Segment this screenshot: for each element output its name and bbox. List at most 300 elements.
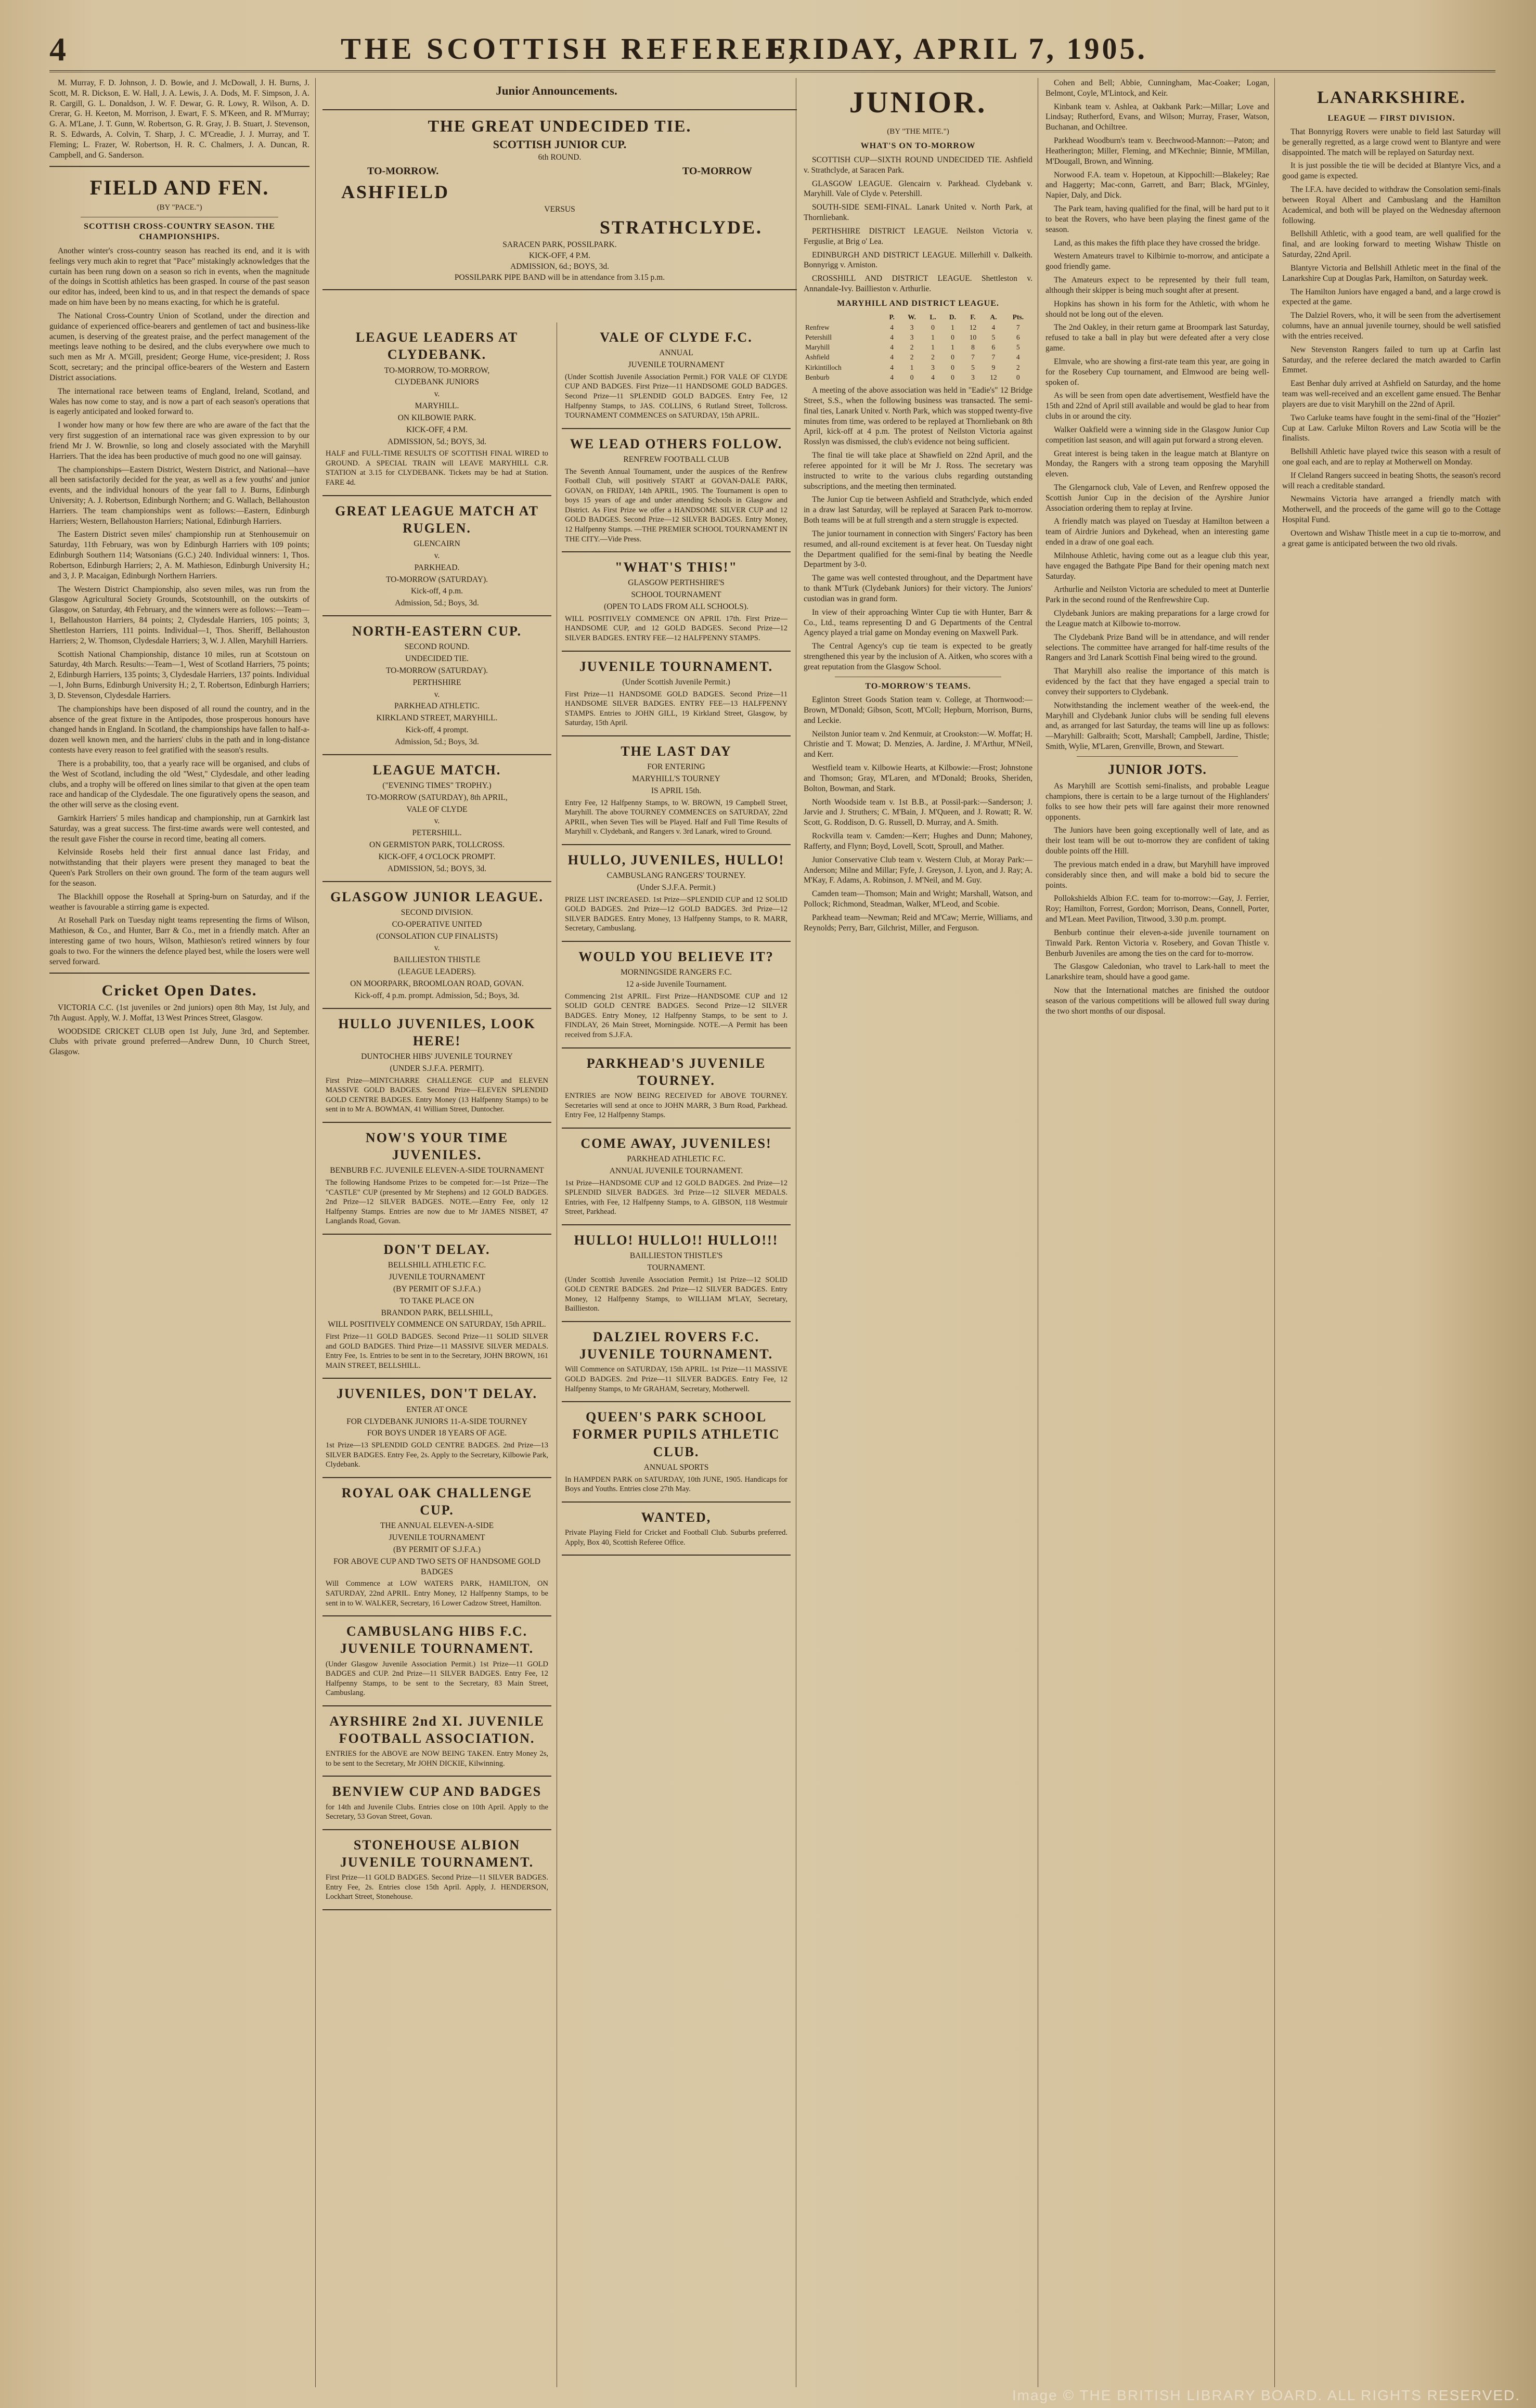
advert-line: FOR BOYS UNDER 18 YEARS OF AGE. [367,1429,507,1438]
advert-line: ENTER AT ONCE [406,1405,468,1414]
article-paragraph: Milnhouse Athletic, having come out as a league club this year, have engaged the Bathgate Pipe Band for their opening match next Saturday. [1045,551,1269,581]
newspaper-title: THE SCOTTISH REFEREE, [341,32,801,66]
article-paragraph: The National Cross-Country Union of Scotland, under the direction and guidance of experienced office-bearers and gentlemen of tact and business-like acumen, is deserving of the greatest praise, and the perfect management of the meetings leave nothing to be desired, and the clubs everywhere owe much to such men as Mr A. M'Gill, president; George Hume, vice-president; J. Ross Scott, secretary; and the principal office-bearers of the Western and Eastern District associations. [49,311,309,382]
article-paragraph: Parkhead Woodburn's team v. Beechwood-Mannon:—Paton; and Heatherington; Miller, Fleming, and M'Kechnie; Binnie, M'Millan, M'Dougall, Brown, and Winning. [1045,136,1269,166]
junior-jots-heading: JUNIOR JOTS. [1108,761,1207,777]
league-table-header-cell: F. [970,313,976,321]
field-and-fen-byline: (BY "PACE.") [157,203,202,212]
article-paragraph: There is a probability, too, that a yearly race will be organised, and clubs of the West of Scotland, including the old "West," Clydesdale, and other leading clubs, and a trophy will be offered on lines similar to that given at the open team race and handicap of the Clydesdale. The one figuratively opens the season, and the other will serve as the closing event. [49,759,309,810]
advert-text: Will Commence at LOW WATERS PARK, HAMILTON, ON SATURDAY, 22nd APRIL. Entry Money, 12 Halfpenny Stamps, to be sent in to W. WALKER, Secretary, 16 Lower Cadzow Street, Hamilton. [326,1580,548,1608]
advert-line: (BY PERMIT OF S.J.F.A.) [393,1545,481,1554]
table-row [804,322,1032,332]
article-paragraph: In view of their approaching Winter Cup tie with Hunter, Barr & Co., Ltd., teams representing D and G Departments of the Central Agency played a trial game on Monday evening on Maxwell Park. [804,607,1032,638]
article-paragraph: That Maryhill also realise the importance of this match is evidenced by the fact that they have engaged a special train to convey their supporters to Clydebank. [1045,667,1269,696]
table-cell: 8 [971,343,975,352]
advert-title: COME AWAY, JUVENILES! [580,1135,772,1151]
advert-block [562,845,791,942]
article-paragraph: The Hamilton Juniors have engaged a band, and a large crowd is expected at the game. [1282,287,1501,307]
advert-line: MARYHILL. [415,402,459,411]
advert-block [322,1616,551,1706]
advert-text: for 14th and Juvenile Clubs. Entries close on 10th April. Apply to the Secretary, 53 Govan Street, Govan. [326,1803,548,1821]
table-cell: 4 [890,353,894,361]
advert-line: ADMISSION, 6d.; BOYS, 3d. [510,262,609,271]
advert-line: BENBURB F.C. JUVENILE ELEVEN-A-SIDE TOURNAMENT [330,1166,544,1175]
advert-block [322,1123,551,1235]
advert-home-team: ASHFIELD [341,182,450,202]
advert-line: Kick-off, 4 prompt. [405,726,469,735]
advert-title: GREAT LEAGUE MATCH AT RUGLEN. [335,503,539,536]
advert-line: BELLSHILL ATHLETIC F.C. [388,1261,486,1270]
advert-line: BAILLIESTON THISTLE'S [629,1251,723,1261]
league-table-header-cell: A. [990,313,997,321]
advert-text: Commencing 21st APRIL. First Prize—HANDSOME CUP and 12 SOLID GOLD CENTRE BADGES. Second Prize—12 SILVER BADGES. Entry Money, 12 Halfpenny Stamps, to be sent to J. FINDLAY, 26 Main Street, Morningside. NOTE.—A Permit has been received from S.J.F.A. [565,992,788,1039]
divider [1077,756,1238,757]
table-cell: 7 [1016,323,1020,331]
table-cell: 0 [910,373,914,381]
table-cell: 7 [991,353,996,361]
table-cell: 4 [890,363,894,371]
article-paragraph: Kelvinside Rosebs held their first annual dance last Friday, and notwithstanding that their players were present they managed to beat the Queen's Park Strollers on their own ground. The form of the team augurs well for the season. [49,848,309,888]
advert-text: First Prize—11 GOLD BADGES. Second Prize—11 SOLID SILVER and GOLD BADGES. Third Prize—11 MASSIVE SILVER MEDALS. Entry Fee, 1s. Entries to be sent in to the Secretary, JOHN BROWN, 161 MAIN STREET, BELLSHILL. [326,1332,548,1370]
advert-title: THE GREAT UNDECIDED TIE. [428,116,692,135]
table-row [804,352,1032,362]
column-lanarkshire [1282,78,1501,2387]
article-paragraph: New Stevenston Rangers failed to turn up at Carfin last Saturday, and the referee declared the match awarded to Carfin Emmet. [1282,345,1501,375]
advert-title: DON'T DELAY. [383,1241,491,1257]
league-table-header-cell: D. [949,313,957,321]
lanarkshire-body [1282,127,1501,549]
teams-continued [1045,78,1269,752]
article-paragraph: Cohen and Bell; Abbie, Cunningham, Mac-Coaker; Logan, Belmont, Coyle, M'Lintock, and Keir. [1045,79,1269,98]
advert-block [562,652,791,736]
table-cell: 0 [951,373,954,381]
article-paragraph: A friendly match was played on Tuesday at Hamilton between a team of Airdrie Juniors and Dykehead, when an interesting game ended in a draw of one goal each. [1045,517,1269,547]
jot-paragraph: Benburb continue their eleven-a-side juvenile tournament on Tinwald Park. Renton Victoria v. Rosebery, and Govan Thistle v. Benburb Juveniles are among the ties on the card for to-morrow. [1045,928,1269,958]
advert-block [322,882,551,1009]
league-table [804,312,1032,382]
advert-title: STONEHOUSE ALBION JUVENILE TOURNAMENT. [340,1837,534,1870]
article-paragraph: The Clydebank Prize Band will be in attendance, and will render selections. The committee have arranged for half-time results of the Rangers and 3rd Lanark Scottish Final being wired to the ground. [1045,632,1269,663]
jot-paragraph: Pollokshields Albion F.C. team for to-morrow:—Gay, J. Ferrier, Roy; Hamilton, Forrest, Gordon; Morrison, Deans, Connell, Porter, and M'Lean. Meet Pavilion, Titwood, 3.30 p.m. prompt. [1045,894,1269,924]
article-paragraph: The I.F.A. have decided to withdraw the Consolation semi-finals between Royal Albert and Cambuslang and the Hamilton Academical, and both will be played on the Wednesday afternoon following. [1282,185,1501,225]
table-cell: 0 [931,323,935,331]
advert-line: SECOND DIVISION. [401,908,473,917]
table-cell: 1 [931,333,935,341]
field-and-fen-body [49,246,309,967]
advert-title: LEAGUE LEADERS AT CLYDEBANK. [355,330,519,363]
advert-line: MARYHILL'S TOURNEY [632,774,720,783]
advert-block [562,1402,791,1503]
advert-text: (Under Scottish Juvenile Association Permit.) 1st Prize—12 SOLID GOLD CENTRE BADGES. 2nd Prize—12 SILVER BADGES. Entry Money, 12 Halfpenny Stamps, to WILLIAM M'LAY, Secretary, Baillieston. [565,1275,788,1313]
advert-line: FOR ENTERING [647,762,705,772]
advert-text: 1st Prize—HANDSOME CUP and 12 GOLD BADGES. 2nd Prize—12 SPLENDID SILVER BADGES. 3rd Prize—12 SILVER MEDALS. Entries, with Fee, 12 Halfpenny Stamps, to A. GIBSON, 118 Westmuir Street, Parkhead. [565,1179,788,1216]
advert-line: PERTHSHIRE [412,678,461,687]
article-paragraph: Another winter's cross-country season has reached its end, and it is with feelings very much akin to regret that "Pace" mistakingly acknowledges that the curtain has been rung down on a season so rich in events, when the magnitude of the doings in Scottish athletics has been grasped. In course of the past season our editor has, indeed, been kind to us, and in that respect the demands of space made on him have been by no means exacting, for which he is grateful. [49,246,309,307]
table-row [804,342,1032,352]
fixture-item: CROSSHILL AND DISTRICT LEAGUE. Shettleston v. Annandale-Ivy. Baillieston v. Arthurlie. [804,274,1032,293]
table-cell: 5 [991,333,996,341]
league-table-header-cell: P. [889,313,895,321]
advert-line: SARACEN PARK, POSSILPARK. [502,240,617,249]
table-row [804,332,1032,342]
league-table-header-cell: W. [908,313,916,321]
whats-on-heading: WHAT'S ON TO-MORROW [860,141,976,151]
cricket-open-dates-list [49,1003,309,1057]
junior-jots-body [1045,781,1269,1016]
article-paragraph: Western Amateurs travel to Kilbirnie to-morrow, and anticipate a good friendly game. [1045,252,1269,271]
jot-paragraph: As Maryhill are Scottish semi-finalists, and probable League champions, there is certain to be a large turnout of the Highlanders' folks to see how their pets will fare against their more renowned opponents. [1045,782,1269,822]
article-paragraph: The championships—Eastern District, Western District, and National—have all been satisfactorily decided for the year, as well as a few youths' and junior events, and the individual honours of the year fall to J. Burns, Edinburgh University; A. J. Robertson, Edinburgh Northern; and G. Wallach, Bellahouston Harriers. The team championships went as follows:—Eastern, Edinburgh Harriers; Western, Bellahouston Harriers; National, Edinburgh Harriers. [49,465,309,526]
advert-line: TO-MORROW [682,165,752,177]
table-cell: 4 [890,333,894,341]
advert-block [562,1129,791,1225]
article-paragraph: Walker Oakfield were a winning side in the Glasgow Junior Cup competition last season, and will again put forward a strong eleven. [1045,425,1269,445]
cricket-open-dates-heading: Cricket Open Dates. [101,981,257,999]
advert-title: THE LAST DAY [621,743,732,759]
advert-title: WOULD YOU BELIEVE IT? [578,949,774,964]
article-paragraph: The Blackhill oppose the Rosehall at Spring-burn on Saturday, and if the weather is favourable a stirring game is expected. [49,892,309,912]
advert-block [562,1048,791,1129]
junior-announcements-title: Junior Announcements. [496,84,617,97]
great-undecided-tie-advert [322,109,797,290]
advert-line: SECOND ROUND. [404,642,470,652]
intro-paragraph: M. Murray, F. D. Johnson, J. D. Bowie, and J. McDowall, J. H. Burns, J. Scott, M. R. Dickson, E. W. Hall, J. A. Lewis, J. A. Dods, M. F. Simpson, J. A. R. Cargill, G. L. Donaldson, J. W. F. Dewar, G. R. Lowy, R. Wilson, A. D. Crerar, G. H. Keeton, M. Morrison, J. Ewart, F. S. M'Keen, and R. M'Murray; G. A. M'Lane, J. T. Gunn, W. Robertson, G. R. Gray, J. B. Stuart, J. Stevenson, R. S. Edwards, A. Colvin, T. Sharp, J. C. M'Creadie, J. J. Murray, and T. Fleming; L. Frazer, W. Robertson, H. R. C. Chalmers, J. A. Duncan, R. Campbell, and G. Sanderson. [49,79,309,160]
advert-line: (UNDER S.J.F.A. PERMIT). [390,1064,484,1073]
table-cell: Kirkintilloch [805,363,842,371]
advert-block [322,496,551,617]
advert-line: VERSUS [544,205,575,214]
advert-block [322,616,551,755]
lanarkshire-subhead: LEAGUE — FIRST DIVISION. [1327,113,1455,123]
advert-title: GLASGOW JUNIOR LEAGUE. [330,889,544,904]
team-lineup: Eglinton Street Goods Station team v. College, at Thornwood:—Brown, M'Donald; Gibson, Scott, M'Coll; Hepburn, Morrison, Burns, and Leckie. [804,695,1032,725]
advert-title: CAMBUSLANG HIBS F.C. JUVENILE TOURNAMENT. [340,1624,534,1656]
table-cell: 6 [1016,333,1020,341]
team-lineup: Neilston Junior team v. 2nd Kenmuir, at Crookston:—W. Moffat; H. Christie and T. Mowat; D. Menzies, A. Jardine, J. M'Arthur, M'Neil, and Kerr. [804,729,1032,759]
jot-paragraph: The Glasgow Caledonian, who travel to Lark-hall to meet the Lanarkshire team, should have a good game. [1045,962,1269,982]
advert-line: 6th ROUND. [538,153,582,162]
advert-line: TO-MORROW (SATURDAY). [385,666,488,675]
advert-line: (BY PERMIT OF S.J.F.A.) [393,1284,481,1293]
column-rule [315,78,316,2387]
advert-line: ("EVENING TIMES" TROPHY.) [382,781,492,790]
team-lineup: Parkhead team—Newman; Reid and M'Caw; Merrie, Williams, and Reynolds; Perry, Barr, Gilchrist, Miller, and Ferguson. [804,913,1032,933]
advert-block [322,1009,551,1123]
article-paragraph: Land, as this makes the fifth place they have crossed the bridge. [1054,238,1260,248]
advert-text: 1st Prize—13 SPLENDID GOLD CENTRE BADGES. 2nd Prize—13 SILVER BADGES. Entry Fee, 2s. Apply to the Secretary, Kilbowie Park, Clydebank. [326,1441,548,1469]
table-cell: 0 [1016,373,1020,381]
advert-line: PARKHEAD. [414,563,460,572]
advert-block [562,552,791,651]
article-paragraph: Blantyre Victoria and Bellshill Athletic meet in the final of the Lanarkshire Cup at Douglas Park, Hamilton, on Saturday week. [1282,263,1501,283]
article-paragraph: As will be seen from open date advertisement, Westfield have the 15th and 22nd of April still available and would be glad to hear from clubs in or around the city. [1045,391,1269,421]
jot-paragraph: Now that the International matches are finished the outdoor season of the various competitions will be allowed full sway during the two short months of our disposal. [1045,986,1269,1016]
advert-block [562,1503,791,1556]
column-field-and-fen [49,78,309,2387]
table-cell: 7 [971,353,975,361]
advert-line: (OPEN TO LADS FROM ALL SCHOOLS). [604,602,748,612]
advert-line: PARKHEAD ATHLETIC. [394,702,480,711]
advert-block [562,736,791,845]
advert-line: (LEAGUE LEADERS). [398,967,476,977]
table-cell: 10 [969,333,977,341]
advert-text: WILL POSITIVELY COMMENCE ON APRIL 17th. First Prize—HANDSOME CUP, and 12 GOLD BADGES. Second Prize—12 SILVER BADGES. ENTRY FEE—12 HALFPENNY STAMPS. [565,614,788,642]
advert-away-team: STRATHCLYDE. [599,217,763,238]
advert-line: IS APRIL 15th. [651,786,702,795]
advert-title: JUVENILE TOURNAMENT. [579,658,773,674]
article-paragraph: The final tie will take place at Shawfield on 22nd April, and the referee appointed for it will be Mr J. Ross. The secretary was instructed to write to the various clubs regarding outstanding subscriptions, and the meeting then terminated. [804,451,1032,491]
table-cell: 2 [1016,363,1020,371]
table-cell: 3 [931,363,935,371]
article-paragraph: The Central Agency's cup tie team is expected to be greatly strengthened this year by the inclusion of A. Aitken, who scores with a great reputation from the Glasgow School. [804,642,1032,671]
league-table-body [804,322,1032,383]
advert-line: KICK-OFF, 4 P.M. [406,425,468,434]
advert-title: JUVENILES, DON'T DELAY. [336,1386,538,1402]
article-paragraph: The 2nd Oakley, in their return game at Broompark last Saturday, refused to take a ball in play but were defeated after a very close game. [1045,323,1269,353]
advert-title: HULLO, JUVENILES, HULLO! [567,852,785,868]
advert-block [562,322,791,429]
advert-text: First Prize—11 GOLD BADGES. Second Prize—11 SILVER BADGES. Entry Fee, 2s. Entries close 15th April. Apply, J. HENDERSON, Lockhart Street, Stonehouse. [326,1873,548,1901]
article-paragraph: The Amateurs expect to be represented by their full team, although their skipper is being much sought after at present. [1045,276,1269,295]
masthead [49,21,1495,72]
table-cell: 3 [971,373,975,381]
advert-line: RENFREW FOOTBALL CLUB [623,455,729,464]
table-cell: 1 [951,323,954,331]
adverts-column-b [562,322,791,2387]
advert-line: JUVENILE TOURNAMENT [389,1273,485,1282]
advert-line: 12 a-side Juvenile Tournament. [625,979,727,989]
article-paragraph: Hopkins has shown in his form for the Athletic, with whom he should not be long out of the eleven. [1045,299,1269,319]
advert-text: Entry Fee, 12 Halfpenny Stamps, to W. BROWN, 19 Campbell Street, Maryhill. The above TOURNEY COMMENCES on SATURDAY, 22nd APRIL, when Seven Ties will be Played. Half and Full Time Results of Maryhill v. Clydebank, and Rangers v. 3rd Lanark, wired to Ground. [565,798,788,836]
league-table-title: MARYHILL AND DISTRICT LEAGUE. [837,299,999,308]
advert-line: CO-OPERATIVE UNITED [392,920,482,929]
table-cell: 12 [990,373,997,381]
fixture-item: SOUTH-SIDE SEMI-FINAL. Lanark United v. North Park, at Thornliebank. [804,203,1032,223]
advert-line: MORNINGSIDE RANGERS F.C. [620,968,732,977]
advert-block [562,429,791,552]
advert-line: SCHOOL TOURNAMENT [631,590,721,600]
advert-line: FOR ABOVE CUP AND TWO SETS OF HANDSOME GOLD BADGES [333,1557,540,1576]
advert-text: The following Handsome Prizes to be competed for:—1st Prize—The "CASTLE" CUP (presented by Mr Stephens) and 12 GOLD BADGES. 2nd Prize—12 SILVER BADGES. NOTE.—Entry Fee, only 12 Halfpenny Stamps. Entries are now due to Mr JAMES NISBET, 47 Langlands Road, Govan. [326,1179,548,1226]
advert-block [322,1235,551,1379]
team-lineup: Westfield team v. Kilbowie Hearts, at Kilbowie:—Frost; Johnstone and Thomson; Gray, M'Laren, and M'Donald; Brooks, Sheriden, Bolton, Bowman, and Stark. [804,763,1032,793]
advert-title: VALE OF CLYDE F.C. [600,330,753,345]
advert-line: Kick-off, 4 p.m. prompt. Admission, 5d.; Boys, 3d. [354,991,520,1000]
table-cell: 4 [991,323,996,331]
advert-line: ADMISSION, 5d.; BOYS, 3d. [388,864,486,873]
article-paragraph: Arthurlie and Neilston Victoria are scheduled to meet at Dunterlie Park in the second round of the Renfrewshire Cup. [1045,585,1269,605]
advert-block [322,755,551,882]
advert-line: ANNUAL JUVENILE TOURNAMENT. [609,1166,743,1175]
advert-line: v. [434,551,440,560]
table-row [804,372,1032,382]
page-number: 4 [49,31,66,68]
article-paragraph: East Benhar duly arrived at Ashfield on Saturday, and the home team was well-received and an excellent game ensued. The Benhar players are due to visit Maryhill on the 22nd of April. [1282,379,1501,409]
advert-line: KIRKLAND STREET, MARYHILL. [376,714,498,723]
league-table-header-cell [804,312,883,322]
advert-text: (Under Glasgow Juvenile Association Permit.) 1st Prize—11 GOLD BADGES and CUP. 2nd Prize—11 SILVER BADGES. Entry Fee, 12 Halfpenny Stamps, to be sent to the Secretary, 83 Main Street, Cambuslang. [326,1660,548,1698]
article-paragraph: The Glengarnock club, Vale of Leven, and Renfrew opposed the Scottish Junior Cup in the decision of the Ayrshire Junior Association ordering them to replay at Irvine. [1045,483,1269,513]
jot-paragraph: The Juniors have been going exceptionally well of late, and as their lost team will be out to-morrow they are confident of taking double points off the Hill. [1045,826,1269,856]
advert-when-row [326,164,794,179]
tomorrows-teams-heading: TO-MORROW'S TEAMS. [865,681,971,691]
article-paragraph: The Park team, having qualified for the final, will be hard put to it to beat the Rovers, who have been playing the finest game of the season. [1045,204,1269,234]
article-paragraph: The championships have been disposed of all round the country, and in the absence of the great fixture in the Antipodes, those prosperous honours have changed hands in England. In Scotland, the championships have fallen to half-a-dozen well known men, and the harriers' clubs in the path and in long-distance contests have every reason to feel gratified with the season's results. [49,704,309,755]
fixture-item: SCOTTISH CUP—SIXTH ROUND UNDECIDED TIE. Ashfield v. Strathclyde, at Saracen Park. [804,155,1032,175]
table-cell: 3 [910,323,914,331]
advert-text: ENTRIES are NOW BEING RECEIVED for ABOVE TOURNEY. Secretaries will send at once to JOHN MARR, 3 Burn Road, Parkhead. Entry Fee, 12 Halfpenny Stamps. [565,1092,788,1120]
table-cell: 9 [991,363,996,371]
advert-line: BRANDON PARK, BELLSHILL, [381,1308,493,1317]
advert-line: DUNTOCHER HIBS' JUVENILE TOURNEY [361,1052,513,1061]
cricket-open-date-item: WOODSIDE CRICKET CLUB open 1st July, June 3rd, and September. Clubs with private ground preferred—Andrew Dunn, 10 Church Street, Glasgow. [49,1027,309,1057]
fixture-item: EDINBURGH AND DISTRICT LEAGUE. Millerhill v. Dalkeith. Bonnyrigg v. Arniston. [804,250,1032,270]
junior-byline: (BY "THE MITE.") [887,127,949,136]
advert-block [322,1478,551,1616]
article-paragraph: Garnkirk Harriers' 5 miles handicap and championship, run at Garnkirk last Saturday, was a great success. The first-time awards were well contested, and the result gave Fisher the course in record time, beating all comers. [49,814,309,844]
advert-title: LEAGUE MATCH. [372,762,501,778]
league-table-header-cell: Pts. [1012,313,1024,321]
advert-block [322,1706,551,1777]
team-lineup: North Woodside team v. 1st B.B., at Possil-park:—Sanderson; J. Jarvie and J. Struthers; C. M'Bain, J. M'Queen, and J. Rowatt; R. W. Scott, G. Roddison, D. G. Russell, D. Murray, and A. Smith. [804,797,1032,827]
article-paragraph: The game was well contested throughout, and the Department have to thank M'Turk (Clydebank Juniors) for their victory. The Juniors' custodian was in grand form. [804,574,1032,603]
cricket-open-date-item: VICTORIA C.C. (1st juveniles or 2nd juniors) open 8th May, 1st July, and 7th August. Apply, W. J. Moffat, 13 West Princes Street, Glasgow. [49,1003,309,1022]
advert-title: QUEEN'S PARK SCHOOL FORMER PUPILS ATHLETIC CLUB. [572,1409,780,1459]
table-cell: 1 [931,343,935,352]
advert-block [322,1830,551,1910]
advert-line: PETERSHILL. [412,828,462,838]
article-paragraph: The Junior Cup tie between Ashfield and Strathclyde, which ended in a draw last Saturday, will be replayed at Saracen Park to-morrow. Both teams will be at full strength and a stern struggle is expected. [804,495,1032,525]
advert-line: ANNUAL [659,348,693,358]
advert-line: v. [434,690,440,699]
table-cell: 5 [1016,343,1020,352]
lanarkshire-heading: LANARKSHIRE. [1317,88,1466,107]
advert-text: In HAMPDEN PARK on SATURDAY, 10th JUNE, 1905. Handicaps for Boys and Youths. Entries close 27th May. [565,1475,788,1494]
advert-text: Will Commence on SATURDAY, 15th APRIL. 1st Prize—11 MASSIVE GOLD BADGES. 2nd Prize—11 SILVER BADGES. Entry Fee, 12 Halfpenny Stamps, to Mr GRAHAM, Secretary, Motherwell. [565,1365,788,1393]
advert-text: ENTRIES for the ABOVE are NOW BEING TAKEN. Entry Money 2s, to be sent to the Secretary, Mr JOHN DICKIE, Kilwinning. [326,1750,548,1768]
advert-block [562,942,791,1048]
league-table-header [804,312,1032,322]
article-paragraph: Elmvale, who are showing a first-rate team this year, are going in for the Rosebery Cup tournament, and Elmwood are being well-spoken of. [1045,357,1269,387]
advert-line: THE ANNUAL ELEVEN-A-SIDE [380,1521,494,1531]
article-paragraph: Norwood F.A. team v. Hopetoun, at Kippochill:—Blakeley; Rae and Haggerty; Mac-conn, Garrett, and Barr; Black, M'Ginley, Napier, Daly, and Dick. [1045,170,1269,200]
advert-line: FOR CLYDEBANK JUNIORS 11-A-SIDE TOURNEY [346,1417,527,1426]
advert-title: NOW'S YOUR TIME JUVENILES. [365,1130,509,1163]
divider [49,166,309,167]
advert-line: v. [434,943,440,953]
advert-text: HALF and FULL-TIME RESULTS OF SCOTTISH FINAL WIRED to GROUND. A SPECIAL TRAIN will LEAVE MARYHILL C.R. STATION at 3.15 for CLYDEBANK. Tickets may be had at Station. FARE 4d. [326,449,548,487]
advert-line: ANNUAL SPORTS [643,1462,709,1472]
advert-text: (Under Scottish Juvenile Association Permit.) FOR VALE OF CLYDE CUP AND BADGES. First Prize—11 HANDSOME GOLD BADGES. Second Prize—11 SPLENDID GOLD BADGES. Entry Fee, 12 Halfpenny Stamps, to JAS. COLLINS, 6 Rutland Street, Tollcross. TOURNAMENT COMMENCES on SATURDAY, 15th APRIL. [565,372,788,420]
table-cell: 4 [1016,353,1020,361]
advert-title: BENVIEW CUP AND BADGES [332,1784,542,1799]
table-cell: 2 [910,353,914,361]
article-paragraph: The Western District Championship, also seven miles, was run from the Glasgow Agricultural Society Grounds, Scotstounhill, on the outskirts of Glasgow, on Saturday, 4th February, and the winners were as follows:—Team—1, Bellahouston Harriers, 84 points; 2, Clydesdale Harriers, 105 points; 3, Shettleston Harriers, 111 points. Individual—1, Thos. Sheriff, Bellahouston Harriers; 2, W. Thomson, Clydesdale Harriers; 3, W. J. Allen, Maryhill Harriers. [49,585,309,645]
article-paragraph: The Dalziel Rovers, who, it will be seen from the advertisement columns, have an annual juvenile tourney, should be well satisfied with the entries received. [1282,311,1501,341]
advert-line: BAILLIESTON THISTLE [393,955,481,965]
advert-line: (Under Scottish Juvenile Permit.) [622,677,730,687]
article-paragraph: I wonder how many or how few there are who are aware of the fact that the very first suggestion of an international race was given expression to by our friend Mr J. W. Brownlie, so long and closely associated with the Maryhill Harriers. That the idea has been productive of much good no one will gainsay. [49,421,309,461]
article-paragraph: Newmains Victoria have arranged a friendly match with Motherwell, and the proceeds of the game will go to the Cottage Hospital Fund. [1282,495,1501,525]
advert-line: TO-MORROW (SATURDAY). [385,575,488,584]
table-cell: 4 [890,343,894,352]
article-paragraph: A meeting of the above association was held in "Eadie's" 12 Bridge Street, S.S., when the following business was transacted. The semi-final ties, Lanark United v. North Park, which was stopped twenty-five minutes from time, was ordered to be replayed at Thornliebank on 8th April, kick-off at 4 p.m. The protest of Neilston Victoria against Rosslyn was dismissed, the club's evidence not being sufficient. [804,386,1032,447]
advert-line: Kick-off, 4 p.m. [410,587,463,596]
advert-title: NORTH-EASTERN CUP. [352,624,522,639]
tomorrows-teams-list [804,695,1032,933]
junior-announcements-header [322,78,791,109]
advert-title: HULLO JUVENILES, LOOK HERE! [338,1016,536,1048]
advert-text: First Prize—11 HANDSOME GOLD BADGES. Second Prize—11 HANDSOME SILVER BADGES. ENTRY FEE—13 HALFPENNY STAMPS. Entries to JOHN GILL, 19 Kirkland Street, Glasgow, by Saturday, 15th April. [565,690,788,728]
article-paragraph: Clydebank Juniors are making preparations for a large crowd for the League match at Kilbowie to-morrow. [1045,609,1269,628]
advert-line: TO TAKE PLACE ON [399,1296,474,1305]
table-cell: 4 [931,373,935,381]
advert-line: TO-MORROW, TO-MORROW, [384,366,490,375]
advert-line: POSSILPARK PIPE BAND will be in attendance from 3.15 p.m. [454,273,665,282]
advert-line: ADMISSION, 5d.; BOYS, 3d. [388,437,486,446]
table-cell: Benburb [805,373,830,381]
article-paragraph: Kinbank team v. Ashlea, at Oakbank Park:—Millar; Love and Lindsay; Rutherford, Evans, and Wilson; Murray, Fraser, Watson, Buchanan, and Ochiltree. [1045,102,1269,132]
table-cell: 5 [971,363,975,371]
advert-block [562,1225,791,1322]
table-cell: 1 [951,343,954,352]
table-cell: Petershill [805,333,832,341]
table-cell: 3 [910,333,914,341]
advert-line: ON KILBOWIE PARK. [397,413,476,422]
team-lineup: Junior Conservative Club team v. Western Club, at Moray Park:—Anderson; Milne and Millar; Fyfe, J. Greyson, J. Lyon, and J. Ray; A. M'Kay, F. Adams, A. Robinson, J. M'Neil, and M. Guy. [804,855,1032,885]
article-paragraph: Two Carluke teams have fought in the semi-final of the "Hozier" Cup at Law. Carluke Milton Rovers and Law Scotia will be the finalists. [1282,413,1501,443]
advert-line: JUVENILE TOURNAMENT [628,360,725,370]
adverts-column-a [322,322,551,2387]
article-paragraph: It is just possible the tie will be decided at Blantyre Vics, and a good game is expected. [1282,161,1501,181]
advert-text: The Seventh Annual Tournament, under the auspices of the Renfrew Football Club, will positively START at GOVAN-DALE PARK, GOVAN, on FRIDAY, 14th APRIL, 1905. The Tournament is open to boys 15 years of age and under attending Schools in Glasgow and District. As First Prize we offer a HANDSOME SILVER CUP and 12 GOLD BADGES. Second Prize—12 SILVER BADGES. Entry Money, 12 Halfpenny Stamps. —THE PREMIER SCHOOL TOURNAMENT IN THE CITY.—Vide Press. [565,467,788,543]
article-paragraph: At Rosehall Park on Tuesday night teams representing the firms of Wilson, Mathieson, & Co., and Hunter, Barr & Co., met in a friendly match. After an interesting game of two hours, Wilson, Mathieson's retired winners by four goals to two. For the winners the defence played best, while the losers were well served forward. [49,916,309,966]
article-paragraph: Notwithstanding the inclement weather of the week-end, the Maryhill and Clydebank Junior clubs will be sending full elevens and, as arranged for last Saturday, the teams will line up as follows:—Maryhill: Galbraith; Scott, Marshall; Campbell, Jardine, Thistle; Smith, Wylie, M'Laren, Grenville, Brown, and Stewart. [1045,701,1269,752]
team-lineup: Rockvilla team v. Camden:—Kerr; Hughes and Dunn; Mahoney, Rafferty, and Flynn; Boyd, Lovell, Scott, Sproull, and Mather. [804,832,1032,851]
table-cell: Maryhill [805,343,830,352]
table-cell: 2 [910,343,914,352]
advert-line: (Under S.J.F.A. Permit.) [637,883,716,892]
advert-text: Private Playing Field for Cricket and Football Club. Suburbs preferred. Apply, Box 40, Scottish Referee Office. [565,1529,788,1547]
advert-line: v. [434,817,440,826]
column-junior [804,78,1032,2387]
advert-title: PARKHEAD'S JUVENILE TOURNEY. [586,1055,766,1088]
advert-line: KICK-OFF, 4 P.M. [528,251,591,260]
advert-line: KICK-OFF, 4 O'CLOCK PROMPT. [378,852,496,861]
advert-line: Admission, 5d.; Boys, 3d. [395,599,479,608]
advert-block [322,322,551,496]
advert-line: ON MOORPARK, BROOMLOAN ROAD, GOVAN. [350,979,524,988]
advert-title: WE LEAD OTHERS FOLLOW. [570,436,783,451]
team-lineup: Camden team—Thomson; Main and Wright; Marshall, Watson, and Pollock; Richmond, Steadman, Walker, M'Leod, and Scobie. [804,889,1032,909]
advert-line: ON GERMISTON PARK, TOLLCROSS. [369,840,505,850]
article-paragraph: Scottish National Championship, distance 10 miles, run at Scotstoun on Saturday, 4th March. Results:—Team—1, West of Scotland Harriers, 75 points; 2, Edinburgh Harriers, 135 points; 3, Clydesdale Harriers, 137 points. Individual—1, John Burns, Edinburgh University H.; 2, T. Robertson, Edinburgh Harriers; 3, D. Stevenson, Clydesdale Harriers. [49,650,309,700]
advert-line: CAMBUSLANG RANGERS' TOURNEY. [606,871,746,880]
table-cell: 0 [951,333,954,341]
junior-report-body [804,385,1032,672]
advert-line: v. [434,390,440,399]
article-paragraph: The international race between teams of England, Ireland, Scotland, and Wales has now come to stay, and is now a part of each season's operations that is eagerly anticipated and looked forward to. [49,386,309,417]
article-paragraph: The Eastern District seven miles' championship run at Stenhousemuir on Saturday, 11th February, was won by Edinburgh Harriers with 109 points; Edinburgh Southern 114; Watsonians (G.C.) 240. Individual winners: 1, Thos. Robertson, Edinburgh Harriers; 2, A. M. Mathieson, Edinburgh University H.; and 3, J. P. Macaigan, Edinburgh Northern Harriers. [49,530,309,580]
advert-title: DALZIEL ROVERS F.C. JUVENILE TOURNAMENT. [579,1329,773,1362]
column-junior-jots [1045,78,1269,2387]
advert-block [322,1777,551,1830]
advert-block [322,1379,551,1478]
table-cell: 2 [931,353,935,361]
advert-text: First Prize—MINTCHARRE CHALLENGE CUP and ELEVEN MASSIVE GOLD BADGES. Second Prize—ELEVEN SPLENDID GOLD CENTRE BADGES. Entry Money (13 Halfpenny Stamps) to be sent in to Mr A. BOWMAN, 41 William Street, Duntocher. [326,1076,548,1114]
fixtures-list [804,155,1032,294]
issue-date: FRIDAY, APRIL 7, 1905. [767,32,1147,66]
